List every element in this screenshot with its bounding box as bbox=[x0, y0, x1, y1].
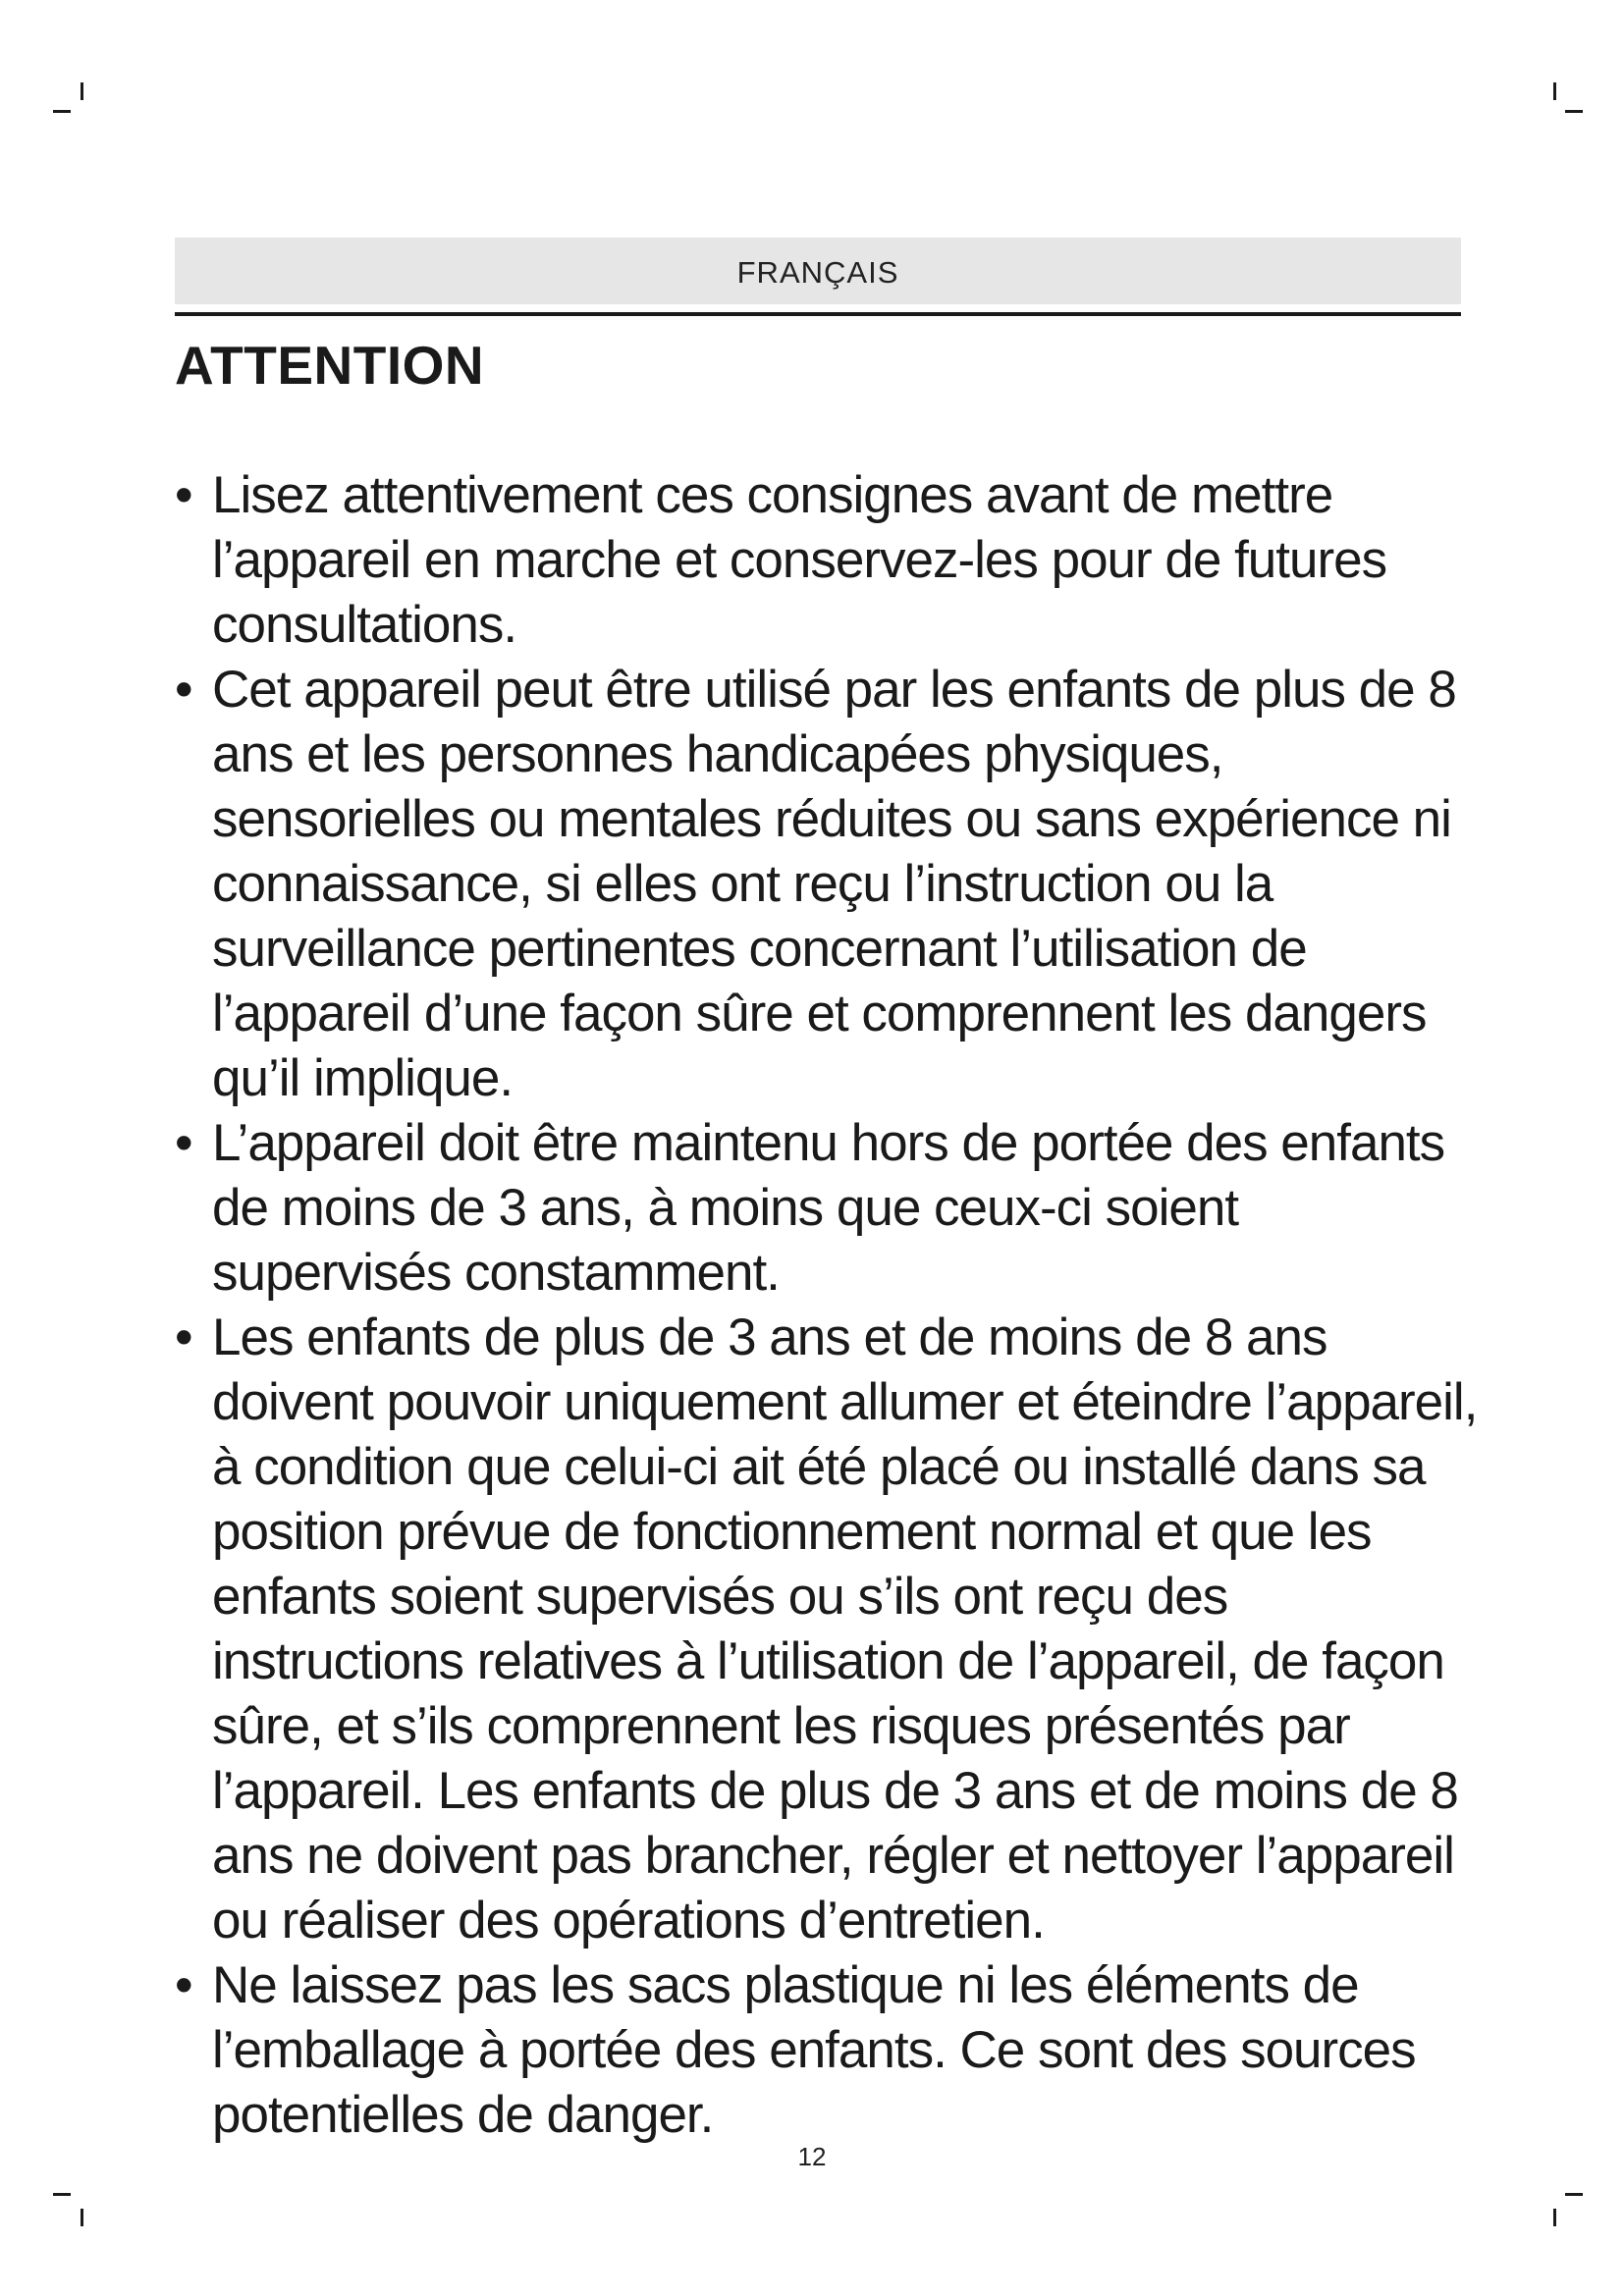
crop-mark bbox=[53, 110, 71, 113]
page-number: 12 bbox=[797, 2142, 827, 2171]
bullet-icon: • bbox=[175, 466, 192, 524]
crop-mark bbox=[1553, 2209, 1556, 2226]
warning-text: Ne laissez pas les sacs plastique ni les éléments de l’emballage à portée des enfants. Ce sont des sources potentielles de danger. bbox=[212, 1956, 1416, 2144]
bullet-icon: • bbox=[175, 1114, 192, 1172]
warning-item bbox=[175, 1306, 1490, 1953]
crop-mark bbox=[1553, 82, 1556, 100]
crop-mark bbox=[81, 82, 83, 100]
bullet-icon: • bbox=[175, 1308, 192, 1366]
warning-item bbox=[175, 658, 1490, 1111]
warning-text: Lisez attentivement ces consignes avant de mettre l’appareil en marche et conservez-les pour de futures consultations. bbox=[212, 466, 1387, 654]
crop-mark bbox=[53, 2193, 71, 2196]
language-header bbox=[175, 238, 1461, 304]
language-label: FRANÇAIS bbox=[736, 255, 899, 290]
warning-item bbox=[175, 1111, 1490, 1306]
warning-text: Cet appareil peut être utilisé par les enfants de plus de 8 ans et les personnes handicapées physiques, sensorielles ou mentales réduites ou sans expérience ni connaissance, si elles ont reçu l’instruction ou la surveillance pertinentes concernant l’utilisation de l’appareil d’une façon sûre et comprennent les dangers qu’il implique. bbox=[212, 661, 1456, 1107]
crop-mark bbox=[1565, 110, 1583, 113]
header-divider bbox=[175, 312, 1461, 316]
warning-text: Les enfants de plus de 3 ans et de moins de 8 ans doivent pouvoir uniquement allumer et éteindre l’appareil, à condition que celui-ci ait été placé ou installé dans sa position prévue de fonctionnement normal et que les enfants soient supervisés ou s’ils ont reçu des instructions relatives à l’utilisation de l’appareil, de façon sûre, et s’ils comprennent les risques présentés par l’appareil. Les enfants de plus de 3 ans et de moins de 8 ans ne doivent pas brancher, régler et nettoyer l’appareil ou réaliser des opérations d’entretien. bbox=[212, 1308, 1478, 1949]
warning-item bbox=[175, 463, 1490, 658]
bullet-icon: • bbox=[175, 661, 192, 719]
crop-mark bbox=[81, 2209, 83, 2226]
warning-text: L’appareil doit être maintenu hors de portée des enfants de moins de 3 ans, à moins que ceux-ci soient supervisés constamment. bbox=[212, 1114, 1445, 1302]
crop-mark bbox=[1565, 2193, 1583, 2196]
warning-item bbox=[175, 1953, 1490, 2148]
bullet-icon: • bbox=[175, 1956, 192, 2014]
warning-list bbox=[175, 463, 1490, 2148]
section-title: ATTENTION bbox=[175, 335, 485, 396]
